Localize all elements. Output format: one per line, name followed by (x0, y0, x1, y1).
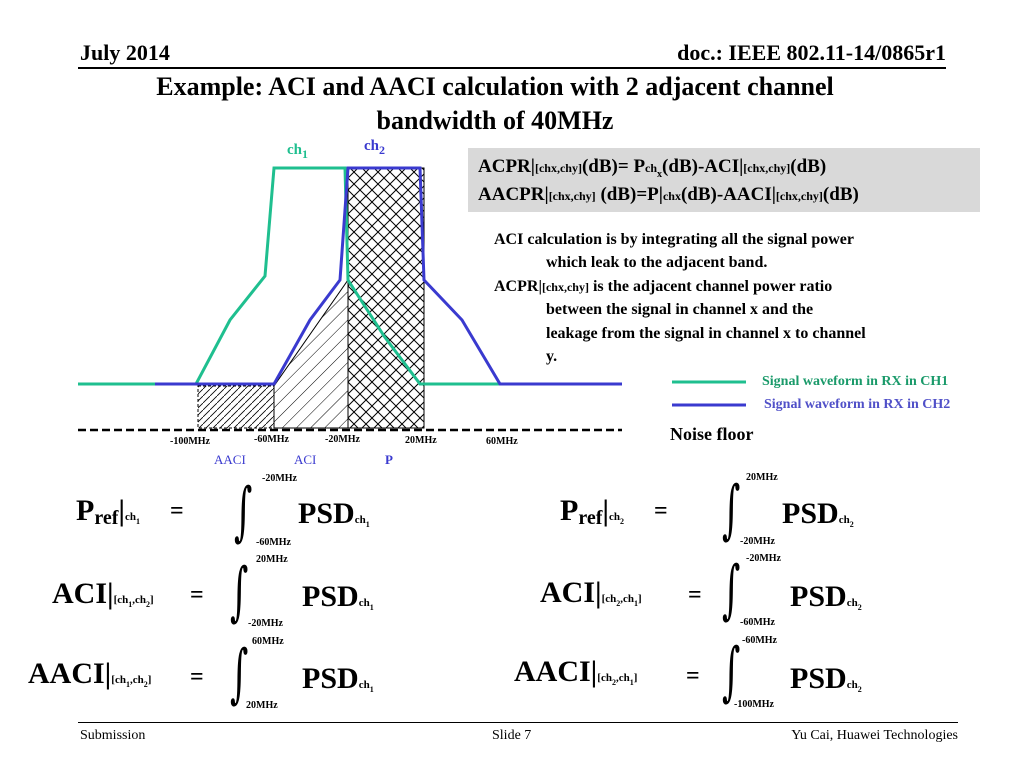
integral-upper-limit: 20MHz (746, 472, 778, 483)
equation-aci-ch2-ch1: $ACI|[ch_2,ch_1]$ (540, 576, 642, 609)
equation-pref-ch1: $P_{ref}|ch_1$ (76, 494, 140, 530)
integral-lower-limit: -20MHz (740, 536, 775, 547)
integral-lower-limit: -60MHz (256, 537, 291, 548)
integral-icon: ∫ (230, 637, 249, 711)
header-doc-id: doc.: IEEE 802.11-14/0865r1 (677, 40, 946, 65)
footer-author: Yu Cai, Huawei Technologies (791, 728, 958, 743)
slide-title-line2: bandwidth of 40MHz (376, 106, 614, 135)
psd-term: PSDch$_1$ (298, 497, 370, 530)
tick-label: -60MHz (254, 434, 289, 445)
integral-icon: ∫ (722, 553, 741, 627)
equals-sign: = (654, 498, 668, 524)
legend-ch2-label: Signal waveform in RX in CH2 (764, 397, 951, 412)
footer-slide-number: Slide 7 (492, 728, 532, 743)
aci-region (274, 280, 348, 428)
acpr-formula: ACPR|[chx,chy](dB)= Pch$_x$(dB)-ACI|[chx,chy](dB) (478, 156, 827, 180)
ch2-label: $ch_2$ (364, 138, 385, 157)
equals-sign: = (190, 582, 204, 608)
slide-title-line1: Example: ACI and AACI calculation with 2 adjacent channel (156, 72, 834, 101)
description-line: ACPR|[chx,chy] is the adjacent channel power ratio (494, 278, 833, 295)
region-label-aci: ACI (294, 452, 317, 467)
description-line: ACI calculation is by integrating all the signal power (494, 231, 855, 248)
integral-icon: ∫ (230, 555, 249, 629)
integral-icon: ∫ (234, 475, 253, 549)
equation-aaci-ch2-ch1: $AACI|[ch_2,ch_1]$ (514, 655, 638, 688)
header-rule (78, 67, 946, 69)
integral-icon: ∫ (722, 635, 741, 709)
legend-swatches (670, 372, 750, 412)
integral-upper-limit: 20MHz (256, 554, 288, 565)
psd-term: PSDch$_1$ (302, 662, 374, 695)
integral-lower-limit: 20MHz (246, 700, 278, 711)
integral-lower-limit: -100MHz (734, 699, 774, 710)
integral-upper-limit: -20MHz (746, 553, 781, 564)
aacpr-formula: AACPR|[chx,chy] (dB)=P|chx(dB)-AACI|[chx,chy](dB) (478, 184, 859, 205)
equals-sign: = (688, 582, 702, 608)
integral-upper-limit: -20MHz (262, 473, 297, 484)
psd-term: PSDch$_2$ (782, 497, 854, 530)
integral-lower-limit: -60MHz (740, 617, 775, 628)
equals-sign: = (170, 498, 184, 524)
tick-label: 60MHz (486, 436, 518, 447)
description-line: y. (546, 348, 558, 365)
equals-sign: = (190, 664, 204, 690)
psd-term: PSDch$_2$ (790, 580, 862, 613)
integral-upper-limit: 60MHz (252, 636, 284, 647)
aaci-region (198, 386, 274, 428)
legend-ch1-label: Signal waveform in RX in CH1 (762, 374, 949, 389)
equation-aci-ch1-ch2: $ACI|[ch_1,ch_2]$ (52, 577, 154, 610)
region-label-aaci: AACI (214, 452, 246, 467)
header-date: July 2014 (80, 40, 170, 65)
tick-label: 20MHz (405, 435, 437, 446)
region-label-p: P (385, 452, 393, 467)
psd-term: PSDch$_2$ (790, 662, 862, 695)
equation-aaci-ch1-ch2: $AACI|[ch_1,ch_2]$ (28, 657, 152, 690)
psd-term: PSDch$_1$ (302, 580, 374, 613)
tick-label: -100MHz (170, 436, 210, 447)
ch1-label: $ch_1$ (287, 142, 308, 161)
integral-lower-limit: -20MHz (248, 618, 283, 629)
description-line: which leak to the adjacent band. (546, 254, 768, 271)
noise-floor-label: Noise floor (670, 424, 754, 444)
integral-icon: ∫ (722, 473, 741, 547)
equation-pref-ch2: $P_{ref}|ch_2$ (560, 494, 624, 530)
formula-box (468, 148, 980, 212)
description-line: leakage from the signal in channel x to channel (546, 325, 866, 342)
footer-rule (78, 722, 958, 723)
description-line: between the signal in channel x and the (546, 301, 814, 318)
tick-label: -20MHz (325, 434, 360, 445)
integral-upper-limit: -60MHz (742, 635, 777, 646)
equals-sign: = (686, 663, 700, 689)
footer-submission: Submission (80, 728, 146, 743)
